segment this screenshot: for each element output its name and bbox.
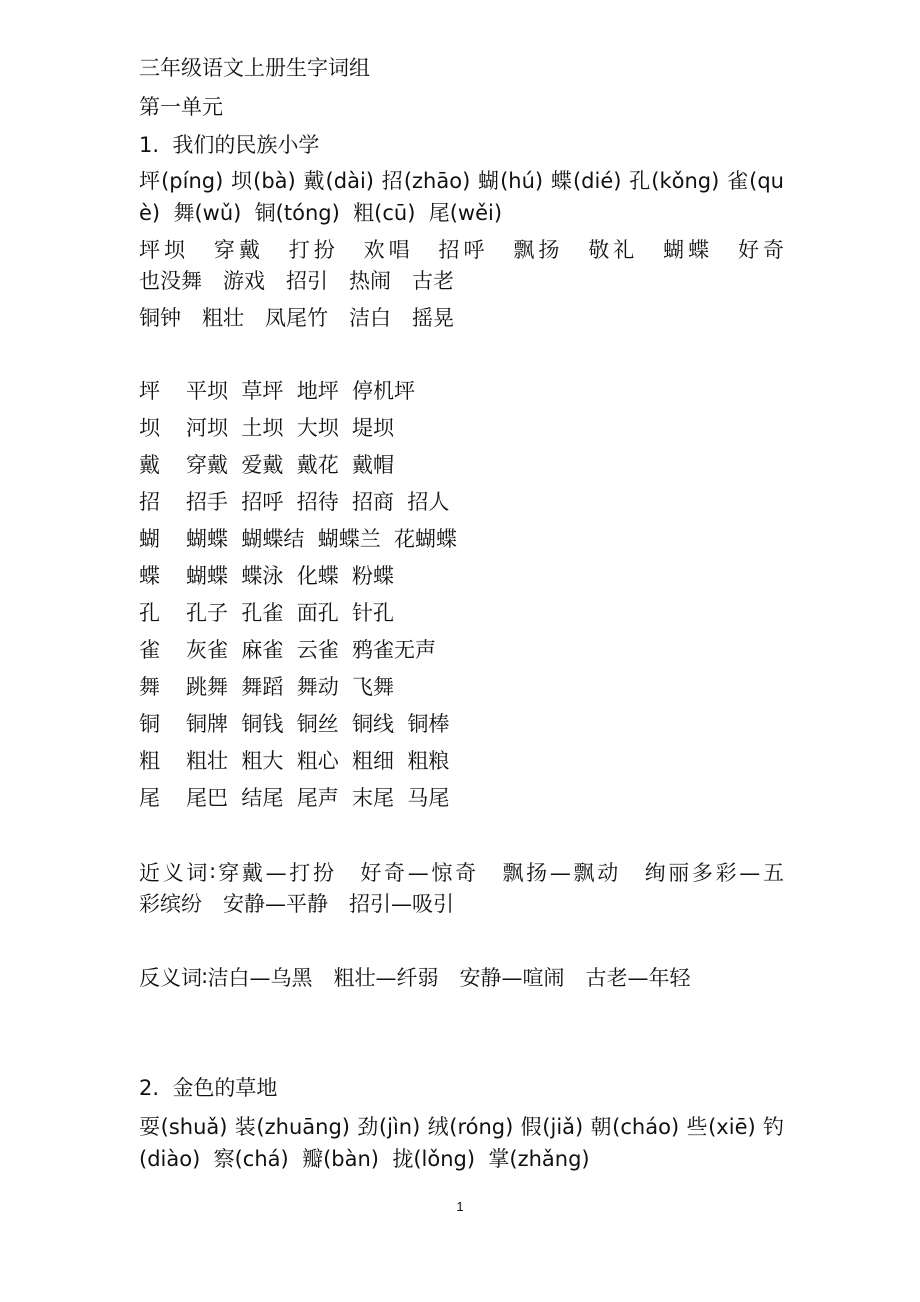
lesson2-pinyin-line2: (diào) 察(chá) 瓣(bàn) 拢(lǒng) 掌(zhǎng) xyxy=(139,1147,590,1171)
unit-title: 第一单元 xyxy=(139,95,223,119)
char: 坪 xyxy=(139,379,160,403)
char: 粗 xyxy=(139,749,160,773)
char: 戴 xyxy=(139,453,160,477)
char-row xyxy=(139,597,394,629)
synonyms-line2: 彩缤纷 安静—平静 招引—吸引 xyxy=(139,892,454,916)
lesson1-words-line1: 坪坝 穿戴 打扮 欢唱 招呼 飘扬 敬礼 蝴蝶 好奇 xyxy=(139,238,784,262)
page-number: 1 xyxy=(456,1199,464,1214)
lesson2-pinyin-line1: 耍(shuǎ) 装(zhuāng) 劲(jìn) 绒(róng) 假(jiǎ) 朝(cháo) 些(xiē) 钓 xyxy=(139,1115,784,1139)
char-words: 招手 招呼 招待 招商 招人 xyxy=(186,490,450,514)
char-words: 蝴蝶 蝴蝶结 蝴蝶兰 花蝴蝶 xyxy=(186,527,458,551)
char: 坝 xyxy=(139,416,160,440)
lesson1-words-line3: 铜钟 粗壮 凤尾竹 洁白 摇晃 xyxy=(139,306,454,330)
lesson1-pinyin-line1: 坪(píng) 坝(bà) 戴(dài) 招(zhāo) 蝴(hú) 蝶(dié) 孔(kǒng) 雀(qu xyxy=(139,169,784,193)
document-title: 三年级语文上册生字词组 xyxy=(139,56,370,80)
char-row xyxy=(139,449,394,481)
char-row xyxy=(139,745,449,777)
lesson1-words-line2: 也没舞 游戏 招引 热闹 古老 xyxy=(139,269,454,293)
char-words: 跳舞 舞蹈 舞动 飞舞 xyxy=(186,675,395,699)
char: 铜 xyxy=(139,712,160,736)
char-row xyxy=(139,412,394,444)
char-words: 铜牌 铜钱 铜丝 铜线 铜棒 xyxy=(186,712,450,736)
char: 舞 xyxy=(139,675,160,699)
char-words: 尾巴 结尾 尾声 末尾 马尾 xyxy=(186,786,450,810)
char-row xyxy=(139,671,394,703)
lesson2-heading: 2. 金色的草地 xyxy=(139,1076,278,1100)
char-words: 蝴蝶 蝶泳 化蝶 粉蝶 xyxy=(186,564,395,588)
char: 雀 xyxy=(139,638,160,662)
char-words: 粗壮 粗大 粗心 粗细 粗粮 xyxy=(186,749,450,773)
char: 孔 xyxy=(139,601,160,625)
char-words: 穿戴 爱戴 戴花 戴帽 xyxy=(186,453,395,477)
char-row xyxy=(139,486,449,518)
char: 蝶 xyxy=(139,564,160,588)
lesson1-heading: 1. 我们的民族小学 xyxy=(139,133,320,157)
char-words: 河坝 土坝 大坝 堤坝 xyxy=(186,416,395,440)
char-row xyxy=(139,708,449,740)
char: 招 xyxy=(139,490,160,514)
synonyms-line1: 近义词∶穿戴—打扮 好奇—惊奇 飘扬—飘动 绚丽多彩—五 xyxy=(139,861,784,885)
char: 蝴 xyxy=(139,527,160,551)
char-row xyxy=(139,560,394,592)
char: 尾 xyxy=(139,786,160,810)
char-row xyxy=(139,375,415,407)
char-row xyxy=(139,634,436,666)
char-words: 孔子 孔雀 面孔 针孔 xyxy=(186,601,395,625)
lesson1-pinyin-line2: è) 舞(wǔ) 铜(tóng) 粗(cū) 尾(wěi) xyxy=(139,201,503,225)
char-words: 灰雀 麻雀 云雀 鸦雀无声 xyxy=(186,638,437,662)
char-words: 平坝 草坪 地坪 停机坪 xyxy=(186,379,416,403)
char-row xyxy=(139,782,449,814)
char-row xyxy=(139,523,457,555)
antonyms-line: 反义词∶洁白—乌黑 粗壮—纤弱 安静—喧闹 古老—年轻 xyxy=(139,966,691,990)
